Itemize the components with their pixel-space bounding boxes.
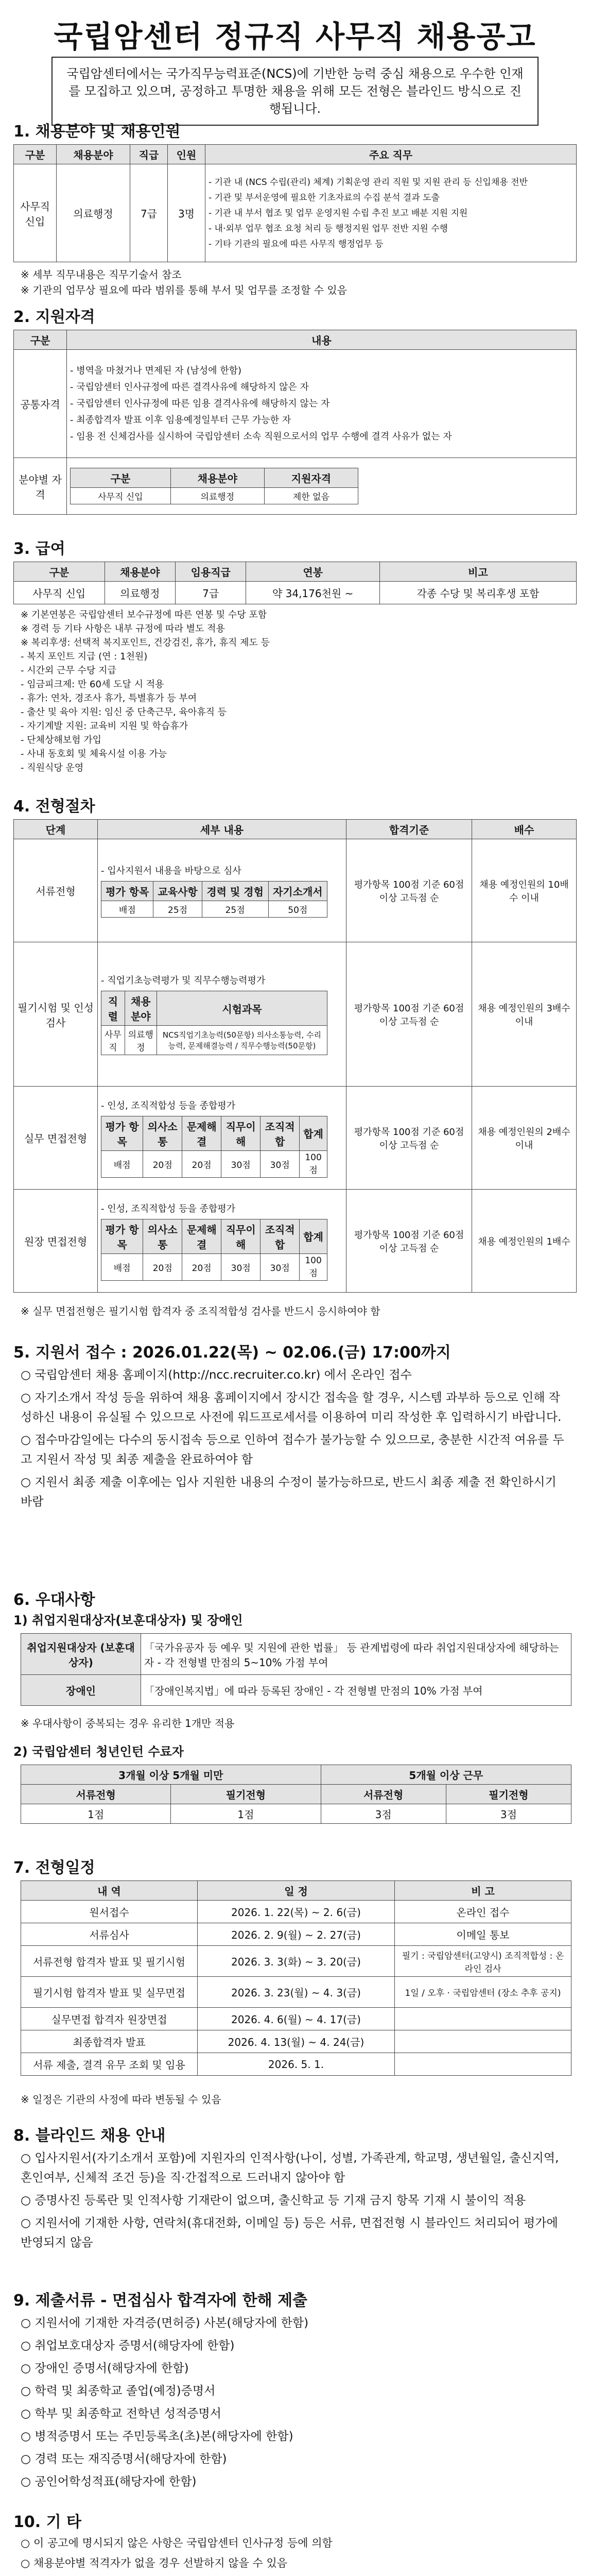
interview-cell: 20점	[143, 1253, 182, 1280]
blind-item: ○ 입사지원서(자기소개서 포함)에 지원자의 인적사항(나이, 성별, 가족관계, 학교명, 생년월일, 출신지역, 혼인여부, 신체적 조건 등)을 직·간접적으로 드러내지 않아야 함	[21, 2151, 559, 2184]
recruit-field: 의료행정	[57, 164, 130, 262]
interview-header: 평가 항목	[101, 1219, 143, 1253]
document-item: ○ 공인어학성적표(해당자에 한함)	[21, 2475, 197, 2488]
schedule-note	[395, 2030, 571, 2053]
intern-header: 3개월 이상 5개월 미만	[21, 1765, 321, 1785]
proc-header: 세부 내용	[98, 820, 346, 839]
intern-cell: 3점	[446, 1804, 571, 1824]
schedule-item: 원서접수	[21, 1901, 198, 1923]
step-name: 원장 면접전형	[14, 1190, 98, 1293]
proc-header: 합격기준	[346, 820, 472, 839]
schedule-date: 2026. 3. 23(월) ~ 4. 3(금)	[198, 1977, 395, 2008]
schedule-date: 2026. 3. 3(화) ~ 3. 20(금)	[198, 1946, 395, 1977]
schedule-date: 2026. 2. 9(월) ~ 2. 27(금)	[198, 1923, 395, 1946]
page-title: 국립암센터 정규직 사무직 채용공고	[54, 19, 536, 54]
schedule-table	[21, 1880, 571, 2076]
qual-item: - 최종합격자 발표 이후 임용예정일부터 근무 가능한 자	[70, 414, 291, 426]
written-header: 채용분야	[125, 991, 157, 1026]
section-7-heading: 7. 전형일정	[13, 1859, 95, 1877]
interview-score-table	[101, 1116, 327, 1178]
doc-header: 교육사항	[153, 882, 202, 901]
qual-header: 내용	[67, 330, 577, 350]
section-1-heading: 1. 채용분야 및 채용인원	[13, 123, 181, 141]
intern-subheader: 서류전형	[321, 1785, 446, 1804]
field-qual-table	[70, 468, 358, 504]
qual-item: - 국립암센터 인사규정에 따른 임용 결격사유에 해당하지 않는 자	[70, 398, 330, 409]
application-item: ○ 국립암센터 채용 홈페이지(http://ncc.recruiter.co.kr) 에서 온라인 접수	[21, 1368, 412, 1382]
recruit-table	[13, 144, 577, 262]
preference-table	[21, 1633, 571, 1706]
interview-cell: 100점	[300, 1150, 327, 1177]
schedule-header: 내 역	[21, 1881, 198, 1901]
section-5-heading: 5. 지원서 접수 : 2026.01.22(목) ~ 02.06.(금) 17:00까지	[13, 1344, 451, 1362]
intern-subheader: 필기전형	[446, 1785, 571, 1804]
note-line: ※ 복리후생: 선택적 복지포인트, 건강검진, 휴가, 휴직 제도 등	[21, 637, 270, 648]
step-detail	[98, 1087, 346, 1190]
section-1-notes	[21, 267, 347, 298]
recruit-header: 직급	[130, 145, 168, 164]
written-cell: NCS직업기초능력(50문항) 의사소통능력, 수리능력, 문제해결능력 / 직무수행능력(50문항)	[157, 1026, 327, 1055]
section-6-heading: 6. 우대사항	[13, 1591, 95, 1609]
step-ratio: 채용 예정인원의 1배수	[472, 1190, 577, 1293]
schedule-item: 최종합격자 발표	[21, 2030, 198, 2053]
interview-header: 조직적합	[261, 1116, 300, 1150]
recruit-count: 3명	[168, 164, 205, 262]
note-line: - 직원식당 운영	[21, 762, 84, 773]
step-detail-text: - 인성, 조직적합성 등을 종합평가	[101, 1203, 236, 1214]
note-line: - 임금피크제: 만 60세 도달 시 적용	[21, 679, 164, 690]
duty-item: - 기관 및 부서운영에 필요한 기초자료의 수집 분석 결과 도출	[209, 192, 440, 203]
note-line: ※ 기관의 업무상 필요에 따라 범위를 통해 부서 및 업무를 조정할 수 있음	[21, 284, 348, 296]
schedule-note: 이메일 통보	[395, 1923, 571, 1946]
interview-header: 직무이해	[221, 1116, 261, 1150]
doc-cell: 25점	[153, 901, 202, 918]
application-item: ○ 지원서 최종 제출 이후에는 입사 지원한 내용의 수정이 불가능하므로, 반드시 최종 제출 전 확인하시기 바람	[21, 1476, 557, 1509]
documents-items	[21, 2313, 571, 2495]
document-item: ○ 지원서에 기재한 자격증(면허증) 사본(해당자에 한함)	[21, 2316, 309, 2330]
doc-header: 자기소개서	[268, 882, 327, 901]
schedule-date: 2026. 4. 13(월) ~ 4. 24(금)	[198, 2030, 395, 2053]
interview-cell: 30점	[261, 1253, 300, 1280]
doc-header: 평가 항목	[101, 882, 153, 901]
step-name: 필기시험 및 인성검사	[14, 942, 98, 1087]
preference-note: ※ 우대사항이 중복되는 경우 유리한 1개만 적용	[21, 1717, 235, 1730]
section-2-heading: 2. 지원자격	[13, 308, 95, 326]
field-qual-label: 분야별 자격	[14, 458, 67, 515]
schedule-item: 서류 제출, 결격 유무 조회 및 임용	[21, 2053, 198, 2076]
section-3-heading: 3. 급여	[13, 540, 65, 558]
schedule-date: 2026. 5. 1.	[198, 2053, 395, 2076]
interview-header: 평가 항목	[101, 1116, 143, 1150]
interview-cell: 배점	[101, 1150, 143, 1177]
note-line: - 사내 동호회 및 체육시설 이용 가능	[21, 749, 167, 759]
schedule-item: 실무면접 합격자 원장면접	[21, 2008, 198, 2030]
document-item: ○ 학력 및 최종학교 졸업(예정)증명서	[21, 2384, 216, 2398]
procedure-note: ※ 실무 면접전형은 필기시험 합격자 중 조직적합성 검사를 반드시 응시하여야 함	[21, 1305, 380, 1317]
duty-item: - 내·외부 업무 협조 요청 처리 등 행정지원 업무 전반 지원 수행	[209, 223, 448, 234]
duty-item: - 기관 내 (NCS 수립(관리) 체계) 기획운영 관리 직원 및 지원 관리 등 신입채용 전반	[209, 177, 528, 188]
salary-header: 임용직급	[175, 562, 246, 582]
interview-cell: 20점	[182, 1150, 221, 1177]
step-ratio: 채용 예정인원의 10배수 이내	[472, 839, 577, 942]
interview-header: 의사소통	[143, 1116, 182, 1150]
written-cell: 의료행정	[125, 1026, 157, 1055]
step-name: 서류전형	[14, 839, 98, 942]
salary-cell: 7급	[175, 582, 246, 604]
sub-cell: 사무직 신입	[71, 488, 171, 504]
document-item: ○ 학부 및 최종학교 전학년 성적증명서	[21, 2407, 221, 2420]
proc-header: 단계	[14, 820, 98, 839]
interview-cell: 30점	[261, 1150, 300, 1177]
doc-cell: 50점	[268, 901, 327, 918]
procedure-table	[13, 819, 577, 1293]
salary-cell: 의료행정	[105, 582, 175, 604]
intern-bonus-table	[21, 1765, 571, 1824]
qual-item: - 임용 전 신체검사를 실시하여 국립암센터 소속 직원으로서의 업무 수행에 결격 사유가 없는 자	[70, 431, 452, 442]
qualification-table	[13, 330, 577, 515]
note-line: - 시간외 근무 수당 지급	[21, 665, 116, 676]
intern-subheader: 서류전형	[21, 1785, 171, 1804]
pref-desc: 「국가유공자 등 예우 및 지원에 관한 법률」 등 관계법령에 따라 취업지원대상자에 해당하는 자 - 각 전형별 만점의 5~10% 가점 부여	[141, 1634, 571, 1675]
interview-header: 문제해결	[182, 1219, 221, 1253]
pref-desc: 「장애인복지법」에 따라 등록된 장애인 - 각 전형별 만점의 10% 가점 부여	[141, 1675, 571, 1706]
schedule-item: 필기시험 합격자 발표 및 실무면접	[21, 1977, 198, 2008]
note-line: - 휴가: 연차, 경조사 휴가, 특별휴가 등 부여	[21, 693, 197, 704]
schedule-note: 온라인 접수	[395, 1901, 571, 1923]
intern-cell: 3점	[321, 1804, 446, 1824]
schedule-item: 서류전형 합격자 발표 및 필기시험	[21, 1946, 198, 1977]
note-line: ※ 경력 등 기타 사항은 내부 규정에 따라 별도 적용	[21, 623, 225, 634]
schedule-item: 서류심사	[21, 1923, 198, 1946]
common-qual-label: 공통자격	[14, 350, 67, 458]
doc-header: 경력 및 경험	[202, 882, 268, 901]
section-10-heading: 10. 기 타	[13, 2513, 81, 2531]
intern-subheader: 필기전형	[171, 1785, 321, 1804]
blind-items	[21, 2148, 571, 2256]
duty-item: - 기관 내 부서 협조 및 업무 운영지원 수립 추진 보고 배분 지원 지원	[209, 208, 468, 218]
intro-box: 국립암센터에서는 국가직무능력표준(NCS)에 기반한 능력 중심 채용으로 우수한 인재를 모집하고 있으며, 공정하고 투명한 채용을 위해 모든 전형은 블라인드 방식으로 진행됩니다.	[51, 57, 539, 126]
schedule-header: 비 고	[395, 1881, 571, 1901]
misc-item: ○ 이 공고에 명시되지 않은 사항은 국립암센터 인사규정 등에 의함	[21, 2537, 333, 2549]
application-item: ○ 자기소개서 작성 등을 위하여 채용 홈페이지에서 장시간 접속을 할 경우, 시스템 과부하 등으로 인해 작성하신 내용이 유실될 수 있으므로 사전에 워드프로세서를 이용하여 미리 작성한 후 입력하시기 바랍니다.	[21, 1391, 562, 1424]
intern-cell: 1점	[171, 1804, 321, 1824]
misc-items	[21, 2535, 571, 2576]
salary-cell: 각종 수당 및 복리후생 포함	[379, 582, 576, 604]
qual-item: - 병역을 마쳤거나 면제된 자 (남성에 한함)	[70, 365, 242, 376]
interview-header: 의사소통	[143, 1219, 182, 1253]
recruit-header: 구분	[14, 145, 57, 164]
field-qual-cell	[67, 458, 577, 515]
salary-cell: 약 34,176천원 ~	[246, 582, 379, 604]
schedule-note: ※ 일정은 기관의 사정에 따라 변동될 수 있음	[21, 2093, 221, 2106]
document-item: ○ 경력 또는 재직증명서(해당자에 한함)	[21, 2452, 227, 2466]
note-line: - 단체상해보험 가입	[21, 735, 102, 745]
salary-header: 연봉	[246, 562, 379, 582]
step-criteria: 평가항목 100점 기준 60점 이상 고득점 순	[346, 839, 472, 942]
interview-header: 조직적합	[261, 1219, 300, 1253]
document-item: ○ 장애인 증명서(해당자에 한함)	[21, 2362, 189, 2375]
step-ratio: 채용 예정인원의 2배수 이내	[472, 1087, 577, 1190]
intern-header: 5개월 이상 근무	[321, 1765, 571, 1785]
written-header: 직렬	[101, 991, 125, 1026]
note-line: ※ 기본연봉은 국립암센터 보수규정에 따른 연봉 및 수당 포함	[21, 609, 267, 620]
misc-item: ○ 채용분야별 적격자가 없을 경우 선발하지 않을 수 있음	[21, 2557, 288, 2569]
step-name: 실무 면접전형	[14, 1087, 98, 1190]
salary-header: 비고	[379, 562, 576, 582]
step-detail-text: - 직업기초능력평가 및 직무수행능력평가	[101, 975, 266, 986]
doc-cell: 25점	[202, 901, 268, 918]
salary-header: 채용분야	[105, 562, 175, 582]
pref-label: 취업지원대상자 (보훈대상자)	[21, 1634, 141, 1675]
section-4-heading: 4. 전형절차	[13, 798, 95, 816]
interview-cell: 100점	[300, 1253, 327, 1280]
step-detail	[98, 839, 346, 942]
section-9-heading: 9. 제출서류 - 면접심사 합격자에 한해 제출	[13, 2292, 308, 2310]
sub-cell: 제한 없음	[264, 488, 358, 504]
written-cell: 사무직	[101, 1026, 125, 1055]
sub-header: 구분	[71, 468, 171, 488]
final-interview-table	[101, 1219, 327, 1281]
qual-header: 구분	[14, 330, 67, 350]
interview-header: 직무이해	[221, 1219, 261, 1253]
recruit-header: 채용분야	[57, 145, 130, 164]
interview-cell: 배점	[101, 1253, 143, 1280]
schedule-note	[395, 2008, 571, 2030]
step-ratio: 채용 예정인원의 3배수 이내	[472, 942, 577, 1087]
schedule-date: 2026. 4. 6(월) ~ 4. 17(금)	[198, 2008, 395, 2030]
interview-header: 합계	[300, 1116, 327, 1150]
preference-sub2: 2) 국립암센터 청년인턴 수료자	[13, 1744, 184, 1759]
blind-item: ○ 지원서에 기재한 사항, 연락처(휴대전화, 이메일 등) 등은 서류, 면접전형 시 블라인드 처리되어 평가에 반영되지 않음	[21, 2216, 558, 2249]
preference-sub1: 1) 취업지원대상자(보훈대상자) 및 장애인	[13, 1613, 243, 1628]
schedule-date: 2026. 1. 22(목) ~ 2. 6(금)	[198, 1901, 395, 1923]
sub-header: 채용분야	[170, 468, 264, 488]
document-item: ○ 취업보호대상자 증명서(해당자에 한함)	[21, 2339, 235, 2352]
doc-cell: 배점	[101, 901, 153, 918]
salary-cell: 사무직 신입	[14, 582, 105, 604]
interview-cell: 30점	[221, 1253, 261, 1280]
application-items	[21, 1365, 571, 1515]
step-criteria: 평가항목 100점 기준 60점 이상 고득점 순	[346, 1190, 472, 1293]
interview-header: 합계	[300, 1219, 327, 1253]
application-item: ○ 접수마감일에는 다수의 동시접속 등으로 인하여 접수가 불가능할 수 있으므로, 충분한 시간적 여유를 두고 지원서 작성 및 최종 제출을 완료하여야 함	[21, 1433, 564, 1466]
interview-cell: 20점	[143, 1150, 182, 1177]
blind-item: ○ 증명사진 등록란 및 인적사항 기재란이 없으며, 출신학교 등 기재 금지 항목 기재 시 불이익 적용	[21, 2194, 526, 2207]
schedule-note	[395, 2053, 571, 2076]
note-line: - 자기계발 지원: 교육비 지원 및 학습휴가	[21, 721, 188, 732]
recruit-group: 사무직 신입	[14, 164, 57, 262]
document-item: ○ 병적증명서 또는 주민등록초(초)본(해당자에 한함)	[21, 2430, 293, 2443]
step-criteria: 평가항목 100점 기준 60점 이상 고득점 순	[346, 1087, 472, 1190]
proc-header: 배수	[472, 820, 577, 839]
salary-notes	[21, 608, 270, 775]
note-line: ※ 세부 직무내용은 직무기술서 참조	[21, 268, 182, 281]
salary-table	[13, 562, 577, 604]
interview-header: 문제해결	[182, 1116, 221, 1150]
step-detail	[98, 942, 346, 1087]
sub-header: 지원자격	[264, 468, 358, 488]
duty-item: - 기타 기관의 필요에 따른 사무직 행정업무 등	[209, 239, 384, 249]
recruit-duties	[205, 164, 577, 262]
qual-item: - 국립암센터 인사규정에 따른 결격사유에 해당하지 않은 자	[70, 381, 309, 393]
section-8-heading: 8. 블라인드 채용 안내	[13, 2127, 166, 2145]
pref-label: 장애인	[21, 1675, 141, 1706]
common-qual-list	[67, 350, 577, 458]
written-header: 시험과목	[157, 991, 327, 1026]
doc-score-table	[101, 881, 327, 918]
schedule-header: 일 정	[198, 1881, 395, 1901]
step-criteria: 평가항목 100점 기준 60점 이상 고득점 순	[346, 942, 472, 1087]
recruit-header: 인원	[168, 145, 205, 164]
recruit-grade: 7급	[130, 164, 168, 262]
step-detail-text: - 인성, 조직적합성 등을 종합평가	[101, 1100, 236, 1111]
intern-cell: 1점	[21, 1804, 171, 1824]
recruit-header: 주요 직무	[205, 145, 577, 164]
written-test-table	[101, 991, 327, 1055]
note-line: - 복지 포인트 지급 (연 : 1천원)	[21, 651, 148, 662]
note-line: - 출산 및 육아 지원: 임신 중 단축근무, 육아휴직 등	[21, 707, 227, 718]
interview-cell: 20점	[182, 1253, 221, 1280]
step-detail-text: - 입사지원서 내용을 바탕으로 심사	[101, 866, 241, 876]
salary-header: 구분	[14, 562, 105, 582]
schedule-note: 1일 / 오후 · 국립암센터 (장소 추후 공지)	[395, 1977, 571, 2008]
interview-cell: 30점	[221, 1150, 261, 1177]
step-detail	[98, 1190, 346, 1293]
sub-cell: 의료행정	[170, 488, 264, 504]
schedule-note: 필기 : 국립암센터(고양시) 조직적합성 : 온라인 검사	[395, 1946, 571, 1977]
